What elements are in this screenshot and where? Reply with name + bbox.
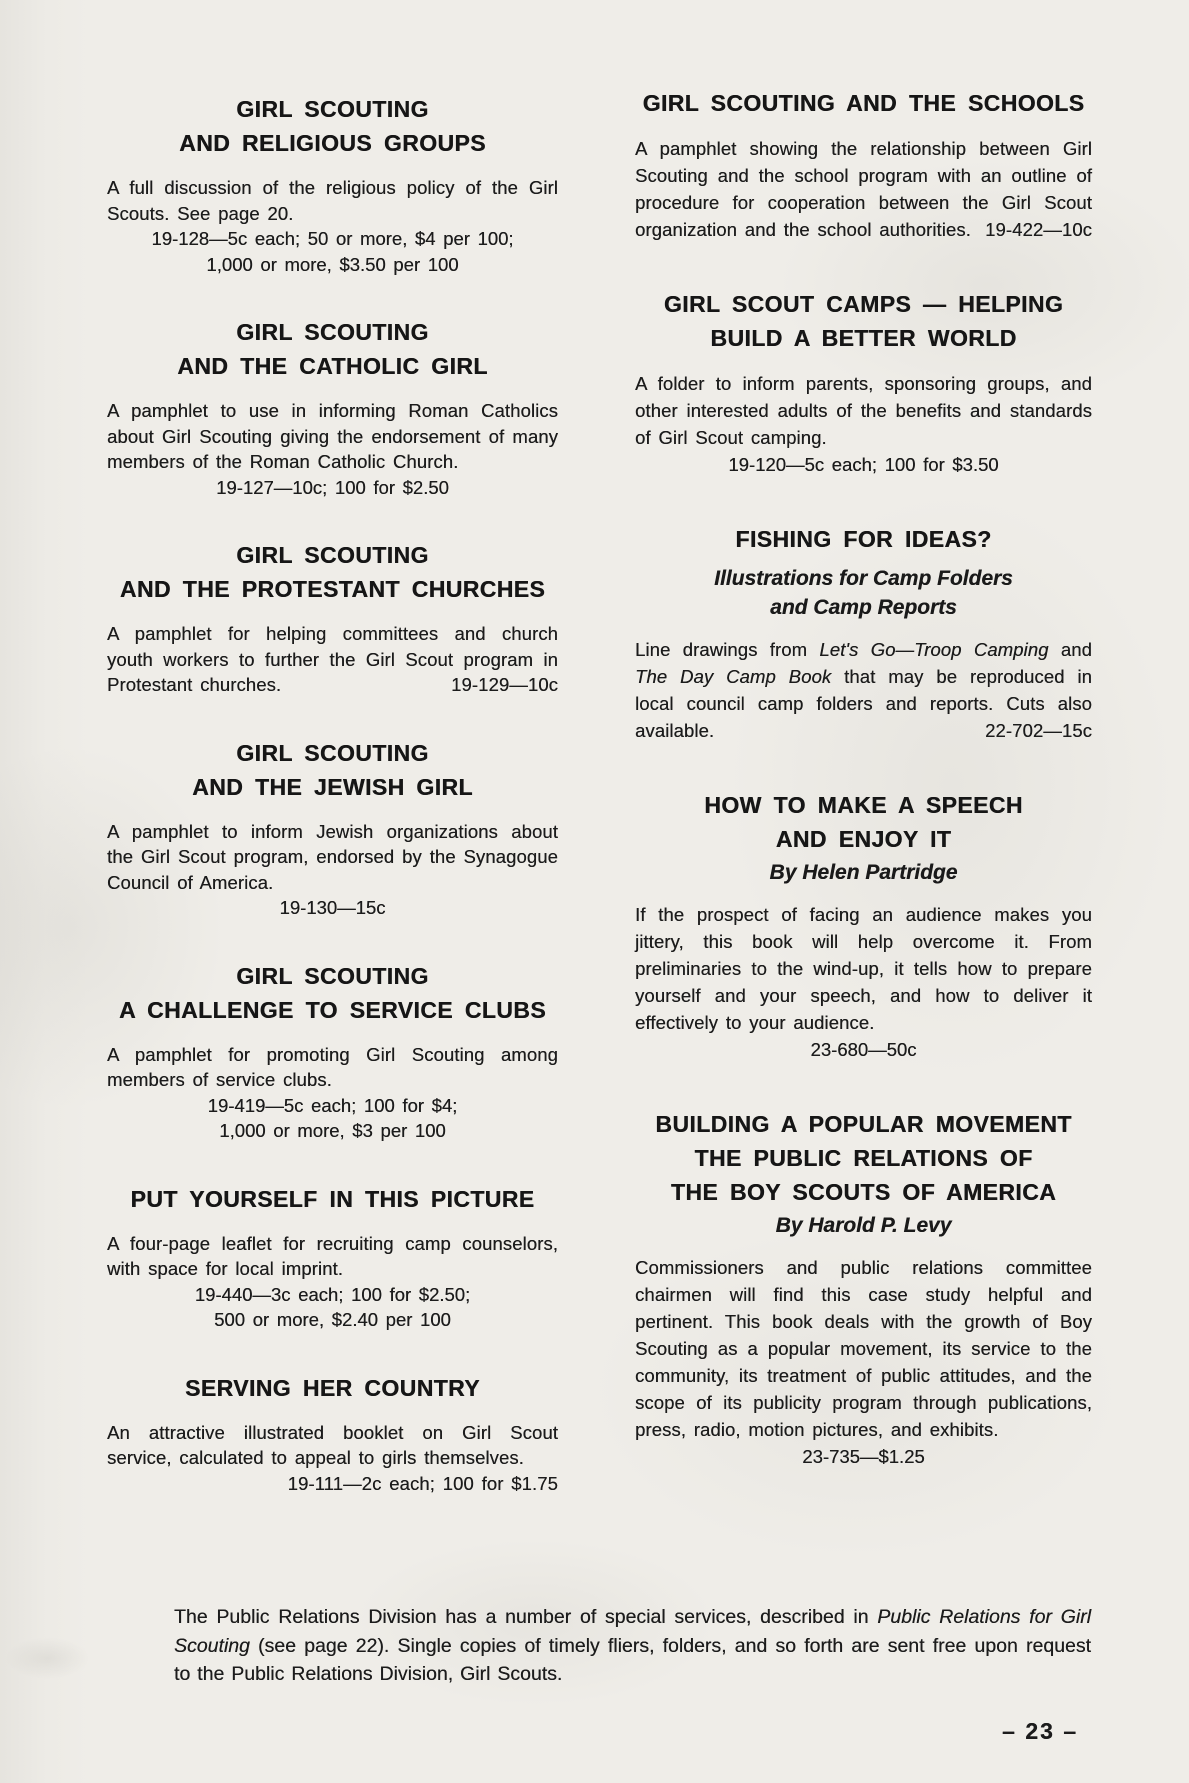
section-heading (107, 1182, 558, 1216)
section-body (635, 135, 1092, 243)
heading-line: GIRL SCOUTING (236, 96, 429, 122)
section-heading (635, 788, 1092, 856)
body-text: and (1048, 639, 1092, 660)
page-number: – 23 – (1002, 1718, 1078, 1744)
section-heading (107, 736, 558, 804)
subtitle-line: Illustrations for Camp Folders (714, 567, 1013, 590)
section-body: Commissioners and public relations committee chairmen will find this case study helpful and pertinent. This book deals with the growth of Boy Scouting as a popular movement, its service to the community, its treatment of public attitudes, and the scope of its publicity program through publications, press, radio, motion pictures, and exhibits. (635, 1257, 1092, 1440)
heading-line: PUT YOURSELF IN THIS PICTURE (130, 1185, 535, 1212)
section-body: A pamphlet for promoting Girl Scouting among members of service clubs. (107, 1043, 558, 1090)
heading-line: AND RELIGIOUS GROUPS (179, 130, 486, 156)
section-heading (107, 92, 558, 160)
section-popular-movement (635, 1107, 1092, 1470)
section-heading (107, 959, 558, 1027)
author-byline: By Harold P. Levy (775, 1214, 952, 1237)
heading-line: GIRL SCOUTING (236, 962, 429, 989)
catalog-number: 19-422—10c (985, 219, 1092, 240)
catalog-number-line: 500 or more, $2.40 per 100 (214, 1309, 451, 1330)
section-heading (635, 86, 1092, 120)
heading-line: THE PUBLIC RELATIONS OF (694, 1145, 1033, 1171)
book-title: Let's Go—Troop Camping (819, 639, 1049, 660)
section-girl-scout-camps (635, 287, 1092, 478)
heading-line: BUILD A BETTER WORLD (710, 325, 1017, 351)
body-text: An attractive illustrated booklet on Girl Scout service, calculated to appeal to girls themselves. (107, 1421, 558, 1468)
footer-text: (see page 22). Single copies of timely fliers, folders, and so forth are sent free upon request to the Public Relations Division, Girl Scouts. (174, 1634, 1091, 1685)
section-fishing-for-ideas (635, 522, 1092, 744)
right-column (635, 86, 1092, 1470)
body-text: A pamphlet showing the relationship between Girl Scouting and the school program with an outline of procedure for cooperation between the Girl Scout organization and the school authorities. (635, 138, 1092, 240)
section-put-yourself (107, 1182, 558, 1333)
heading-line: GIRL SCOUTING (236, 542, 429, 568)
catalog-number-line: 19-127—10c; 100 for $2.50 (216, 476, 449, 498)
section-body: A full discussion of the religious policy of the Girl Scouts. See page 20. (107, 177, 558, 224)
body-text: A pamphlet for helping committees and church youth workers to further the Girl Scout program in Protestant churches. (107, 623, 558, 695)
section-protestant-churches (107, 538, 558, 698)
section-heading (635, 287, 1092, 355)
catalog-number-line: 19-128—5c each; 50 or more, $4 per 100; (151, 228, 514, 249)
subtitle-line: and Camp Reports (770, 596, 957, 619)
heading-line: GIRL SCOUT CAMPS — HELPING (663, 291, 1064, 317)
footer-text: The Public Relations Division has a number of special services, described in (174, 1606, 878, 1628)
heading-line: AND ENJOY IT (775, 826, 952, 852)
heading-line: GIRL SCOUTING (236, 319, 429, 345)
body-text: that may be reproduced in local council camp folders and reports. Cuts also available. (635, 666, 1092, 741)
section-body: If the prospect of facing an audience makes you jittery, this book will help overcome it. From preliminaries to the wind-up, it tells how to prepare yourself and your speech, and how to deliver it effectively to your audience. (635, 904, 1092, 1033)
section-body: A four-page leaflet for recruiting camp counselors, with space for local imprint. (107, 1232, 558, 1279)
heading-line: AND THE CATHOLIC GIRL (177, 353, 488, 379)
book-title: The Day Camp Book (635, 666, 832, 687)
section-schools (635, 86, 1092, 243)
author-byline: By Helen Partridge (769, 861, 958, 884)
section-heading (107, 315, 558, 383)
section-body (107, 1420, 558, 1494)
section-religious-groups (107, 92, 558, 277)
section-body (107, 621, 558, 698)
heading-line: HOW TO MAKE A SPEECH (704, 792, 1023, 818)
catalog-number-line: 23-680—50c (810, 1039, 917, 1060)
catalog-number-line: 19-419—5c each; 100 for $4; (207, 1094, 458, 1116)
catalog-number-line: 19-130—15c (279, 897, 386, 918)
heading-line: GIRL SCOUTING AND THE SCHOOLS (642, 90, 1085, 116)
heading-line: AND THE PROTESTANT CHURCHES (119, 576, 546, 602)
footer-note (174, 1603, 1091, 1689)
catalog-number: 19-129—10c (451, 674, 558, 695)
body-text: Line drawings from (635, 639, 820, 660)
section-body: A pamphlet to inform Jewish organizations about the Girl Scout program, endorsed by the Synagogue Council of America. (107, 820, 558, 893)
section-subtitle (635, 564, 1092, 622)
section-body (635, 636, 1092, 744)
heading-line: THE BOY SCOUTS OF AMERICA (670, 1179, 1057, 1205)
catalog-number: 22-702—15c (985, 720, 1092, 741)
publication-title: Public Relations for Girl Scouting (174, 1606, 1091, 1657)
catalog-number: 19-111—2c each; 100 for $1.75 (287, 1472, 558, 1494)
section-heading (635, 522, 1092, 556)
catalog-number-line: 19-120—5c each; 100 for $3.50 (728, 454, 999, 475)
section-service-clubs (107, 959, 558, 1144)
catalog-number-line: 19-440—3c each; 100 for $2.50; (194, 1283, 471, 1305)
section-make-a-speech (635, 788, 1092, 1063)
heading-line: GIRL SCOUTING (236, 739, 429, 766)
heading-line: BUILDING A POPULAR MOVEMENT (655, 1111, 1072, 1137)
section-heading (107, 1371, 558, 1405)
catalog-number-line: 1,000 or more, $3 per 100 (219, 1120, 446, 1141)
catalog-number-line: 1,000 or more, $3.50 per 100 (206, 253, 459, 275)
section-jewish-girl (107, 736, 558, 921)
catalog-number-line: 23-735—$1.25 (802, 1446, 925, 1467)
heading-line: A CHALLENGE TO SERVICE CLUBS (119, 996, 546, 1023)
heading-line: FISHING FOR IDEAS? (735, 526, 992, 552)
section-serving-her-country (107, 1371, 558, 1494)
heading-line: SERVING HER COUNTRY (185, 1374, 480, 1401)
section-body: A pamphlet to use in informing Roman Catholics about Girl Scouting giving the endorsement of many members of the Roman Catholic Church. (107, 400, 558, 472)
section-catholic-girl (107, 315, 558, 500)
heading-line: AND THE JEWISH GIRL (192, 773, 473, 800)
section-body: A folder to inform parents, sponsoring groups, and other interested adults of the benefits and standards of Girl Scout camping. (635, 373, 1092, 448)
left-column (107, 92, 558, 1496)
section-heading (635, 1107, 1092, 1209)
section-heading (107, 538, 558, 606)
